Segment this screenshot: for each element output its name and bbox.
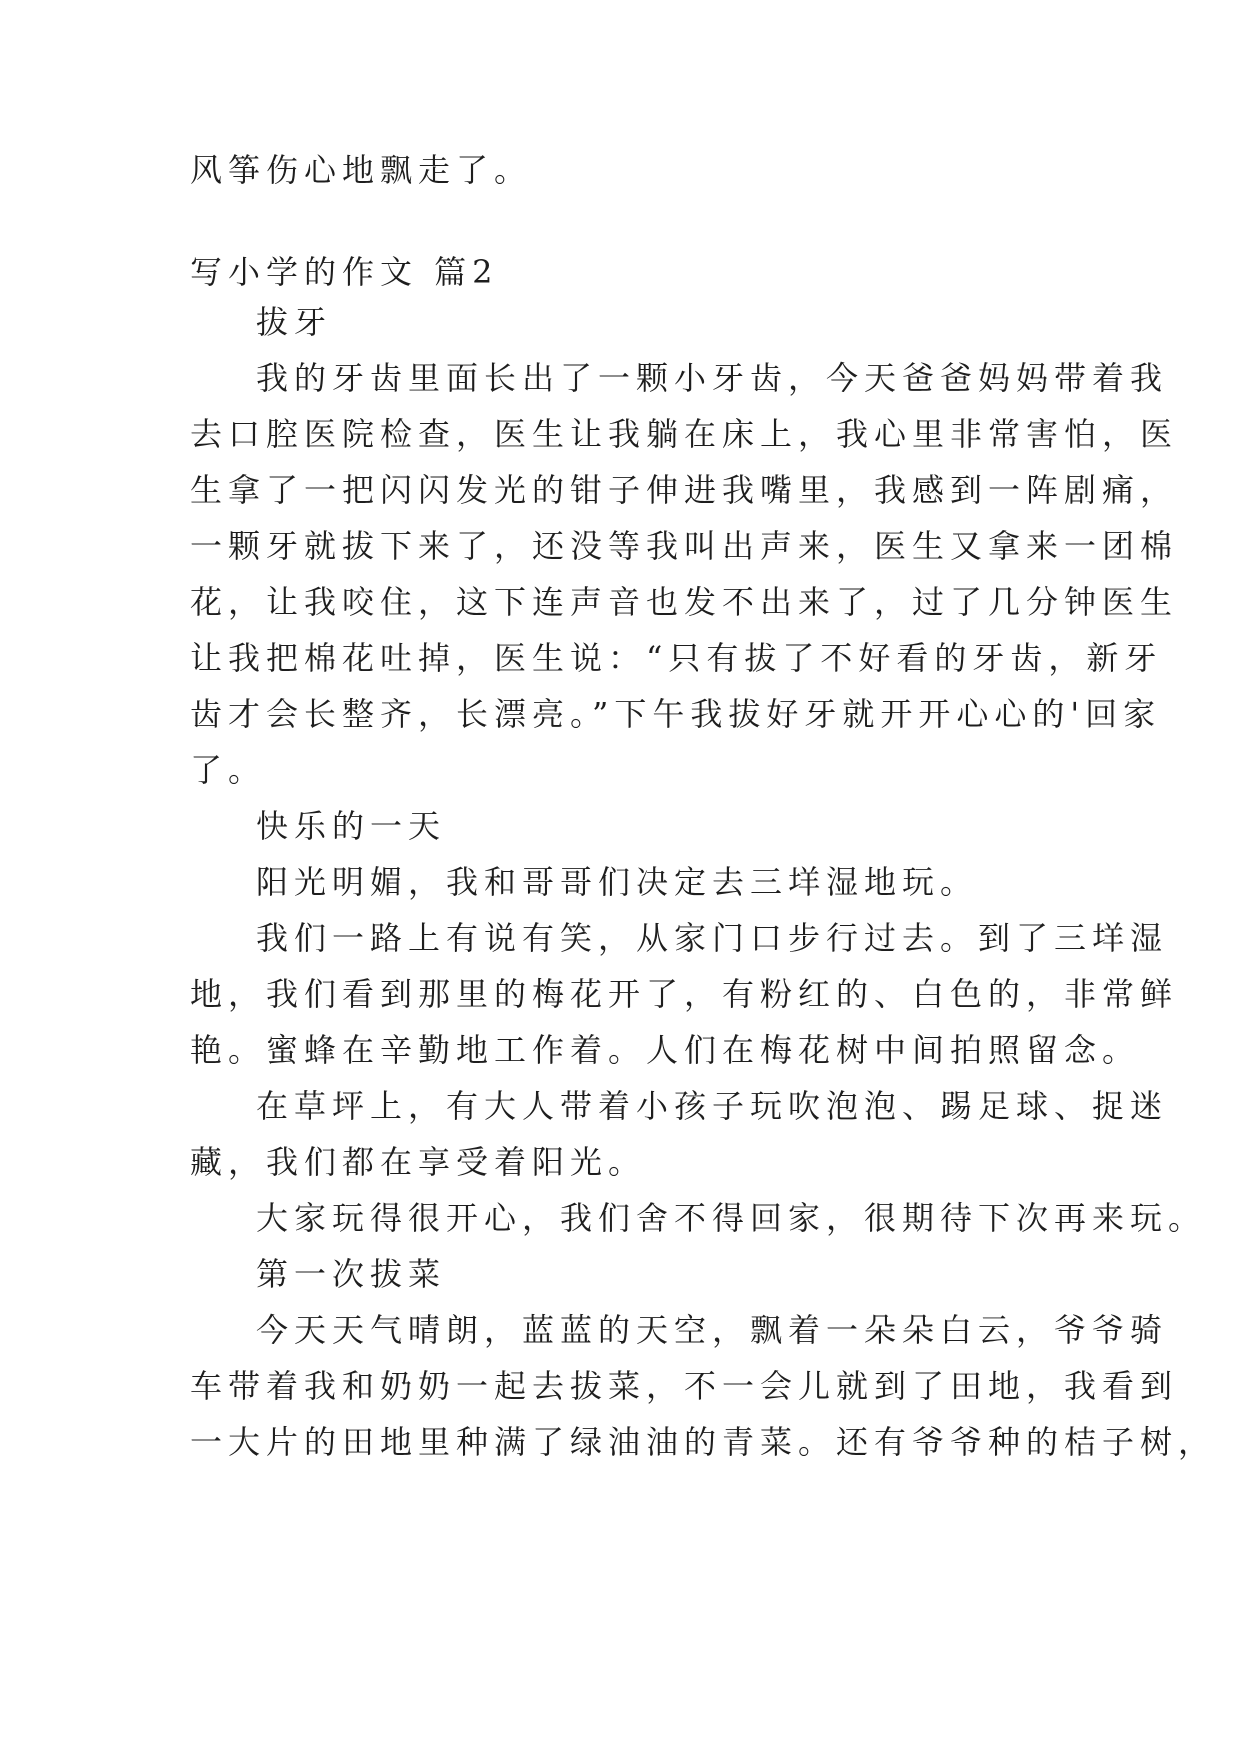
paragraph-line: 地，我们看到那里的梅花开了，有粉红的、白色的，非常鲜 [190,975,1179,1013]
section-title: 拔牙 [256,303,333,341]
paragraph-line: 去口腔医院检查，医生让我躺在床上，我心里非常害怕，医 [190,415,1179,453]
paragraph-line: 让我把棉花吐掉，医生说：“只有拔了不好看的牙齿，新牙 [190,639,1163,677]
paragraph-line: 我们一路上有说有笑，从家门口步行过去。到了三垟湿 [256,919,1169,957]
paragraph-line: 艳。蜜蜂在辛勤地工作着。人们在梅花树中间拍照留念。 [190,1031,1141,1069]
paragraph-line: 车带着我和奶奶一起去拔菜，不一会儿就到了田地，我看到 [190,1367,1179,1405]
paragraph-line: 一颗牙就拔下来了，还没等我叫出声来，医生又拿来一团棉 [190,527,1179,565]
paragraph-line: 藏，我们都在享受着阳光。 [190,1143,647,1181]
paragraph-line: 我的牙齿里面长出了一颗小牙齿，今天爸爸妈妈带着我 [256,359,1169,397]
paragraph-line: 在草坪上，有大人带着小孩子玩吹泡泡、踢足球、捉迷 [256,1087,1169,1125]
paragraph-line: 花，让我咬住，这下连声音也发不出来了，过了几分钟医生 [190,583,1179,621]
paragraph-line: 了。 [190,751,267,789]
section-title: 快乐的一天 [256,807,447,845]
paragraph-line: 风筝伤心地飘走了。 [190,151,533,189]
paragraph-line: 阳光明媚，我和哥哥们决定去三垟湿地玩。 [256,863,979,901]
paragraph-line: 今天天气晴朗，蓝蓝的天空，飘着一朵朵白云，爷爷骑 [256,1311,1169,1349]
section-title: 第一次拔菜 [256,1255,447,1293]
paragraph-line: 一大片的田地里种满了绿油油的青菜。还有爷爷种的桔子树， [190,1423,1217,1461]
paragraph-line: 齿才会长整齐，长漂亮。”下午我拔好牙就开开心心的'回家 [190,695,1162,733]
paragraph-line: 大家玩得很开心，我们舍不得回家，很期待下次再来玩。 [256,1199,1207,1237]
paragraph-line: 生拿了一把闪闪发光的钳子伸进我嘴里，我感到一阵剧痛， [190,471,1179,509]
essay-heading: 写小学的作文 篇2 [190,253,499,291]
